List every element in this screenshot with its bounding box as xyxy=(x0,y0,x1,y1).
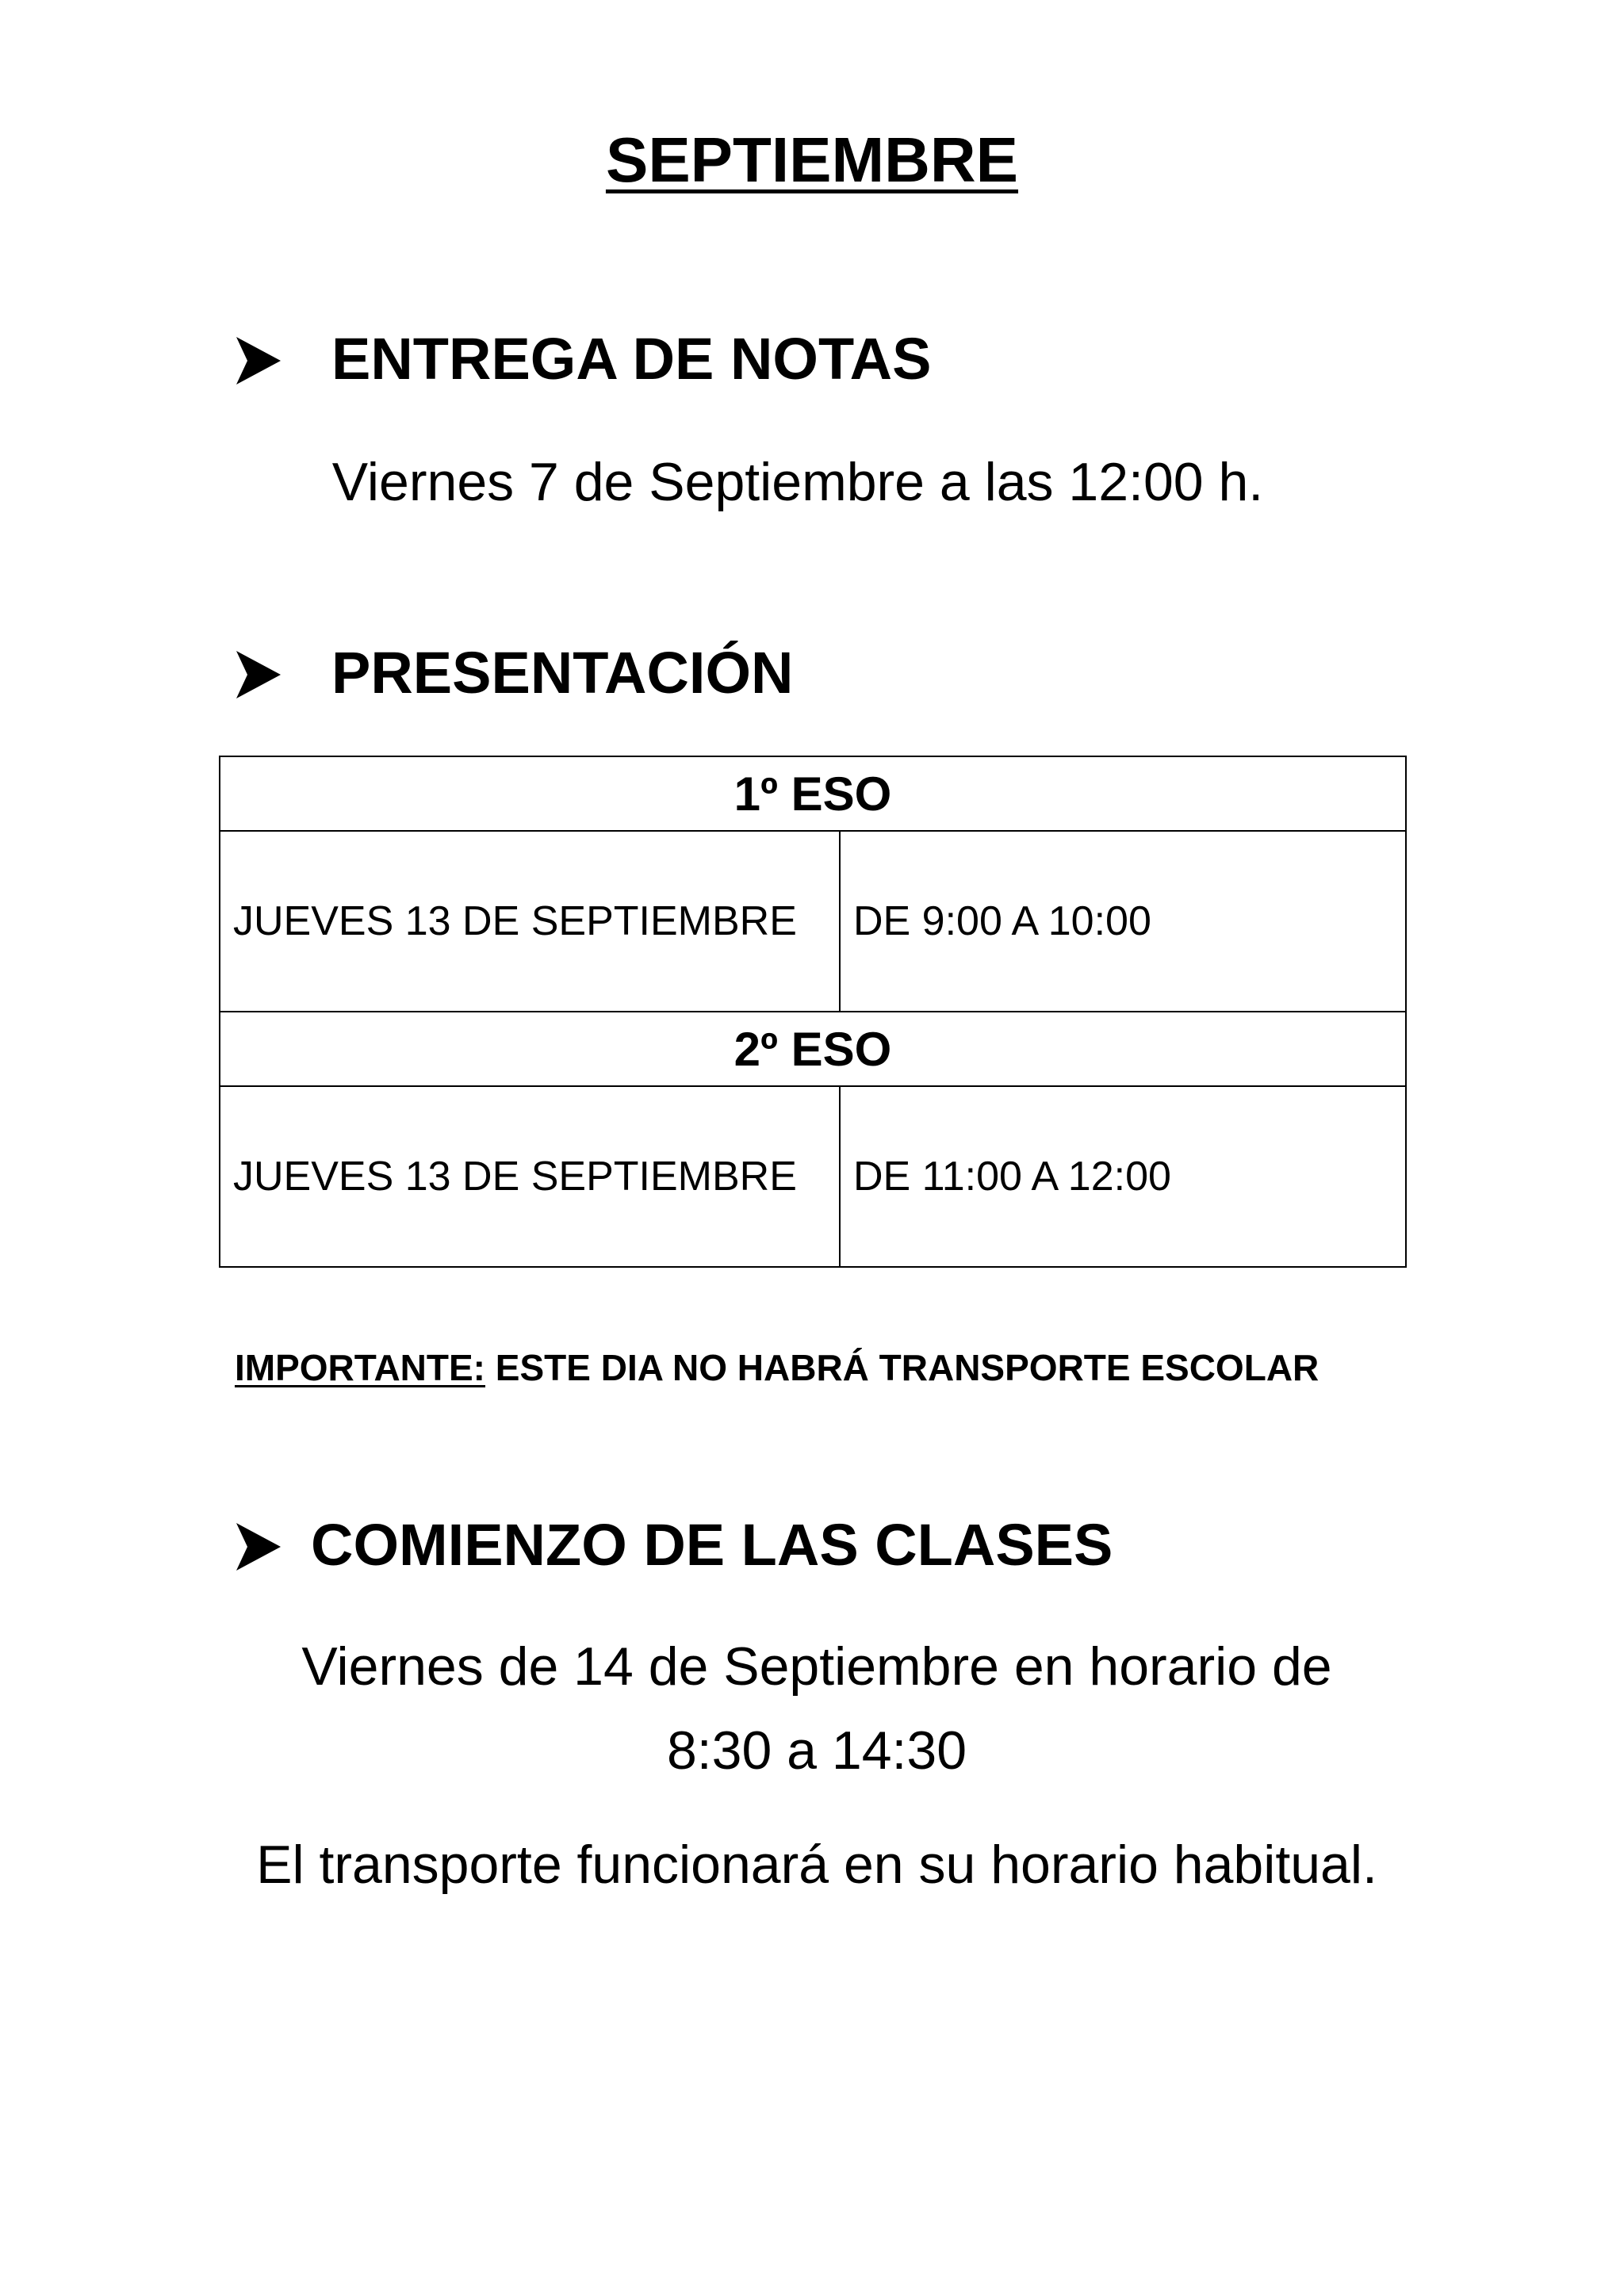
group-label: 1º ESO xyxy=(220,756,1406,831)
transport-info-text: El transporte funcionará en su horario habitual. xyxy=(256,1835,1377,1895)
section-comienzo-heading-text: COMIENZO DE LAS CLASES xyxy=(311,1512,1113,1578)
section-entrega-heading xyxy=(236,326,932,392)
time-cell: DE 11:00 A 12:00 xyxy=(840,1086,1406,1267)
page-title: SEPTIEMBRE xyxy=(605,124,1019,195)
comienzo-time-text: 8:30 a 14:30 xyxy=(666,1720,967,1781)
section-presentacion-heading xyxy=(236,640,794,706)
day-cell: JUEVES 13 DE SEPTIEMBRE xyxy=(220,1086,840,1267)
table-group-row xyxy=(220,1012,1406,1086)
table-group-row xyxy=(220,756,1406,831)
time-cell: DE 9:00 A 10:00 xyxy=(840,831,1406,1012)
notice-text: ESTE DIA NO HABRÁ TRANSPORTE ESCOLAR xyxy=(485,1347,1320,1388)
arrow-bullet-icon xyxy=(236,649,281,697)
entrega-date-text: Viernes 7 de Septiembre a las 12:00 h. xyxy=(331,452,1264,512)
section-presentacion-heading-text: PRESENTACIÓN xyxy=(331,640,794,706)
comienzo-date-text: Viernes de 14 de Septiembre en horario de xyxy=(301,1636,1332,1697)
arrow-bullet-icon xyxy=(236,335,281,383)
transport-notice xyxy=(235,1349,1319,1386)
table-row xyxy=(220,1086,1406,1267)
table-row xyxy=(220,831,1406,1012)
section-entrega-heading-text: ENTREGA DE NOTAS xyxy=(331,326,932,392)
arrow-bullet-icon xyxy=(236,1521,281,1569)
group-label: 2º ESO xyxy=(220,1012,1406,1086)
presentation-schedule-table xyxy=(219,756,1407,1268)
notice-label: IMPORTANTE: xyxy=(235,1347,486,1388)
day-cell: JUEVES 13 DE SEPTIEMBRE xyxy=(220,831,840,1012)
section-comienzo-heading xyxy=(236,1512,1113,1578)
